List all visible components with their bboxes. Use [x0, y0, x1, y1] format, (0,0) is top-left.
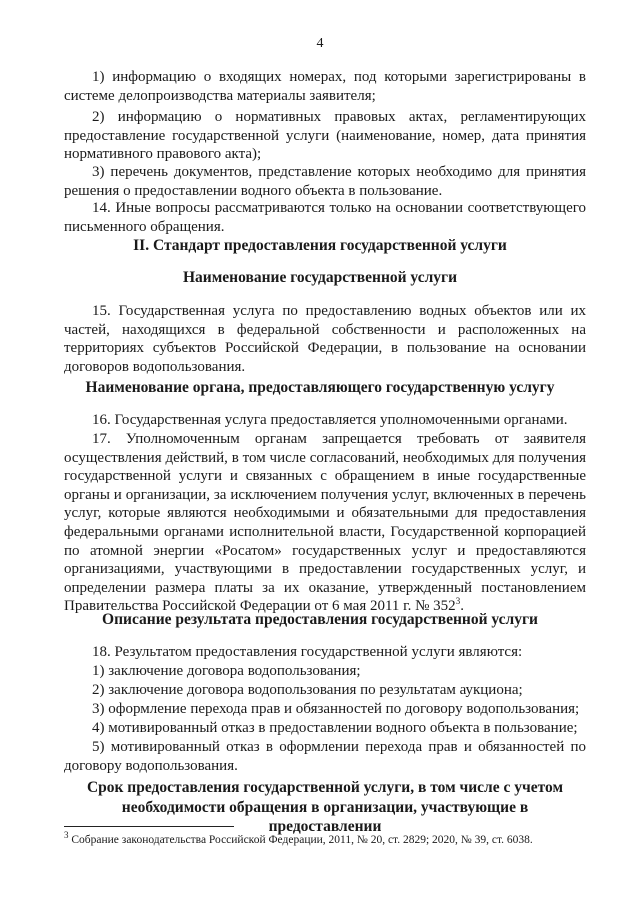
paragraph-18: 18. Результатом предоставления государственной услуги являются: [92, 644, 523, 660]
result-item-2: 2) заключение договора водопользования по результатам аукциона; [92, 682, 523, 698]
result-item-3: 3) оформление перехода прав и обязанностей по договору водопользования; [92, 701, 580, 717]
result-item-5: 5) мотивированный отказ в оформлении перехода прав и обязанностей по договору водопользования. [64, 739, 586, 774]
subheading-organ-name: Наименование органа, предоставляющего государственную услугу [85, 379, 555, 396]
footnote-text: Собрание законодательства Российской Федерации, 2011, № 20, ст. 2829; 2020, № 39, ст. 6038. [68, 834, 533, 846]
paragraph-item-2: 2) информацию о нормативных правовых актах, регламентирующих предоставление государственной услуги (наименование, номер, дата принятия нормативного правового акта); [64, 109, 586, 163]
page-number: 4 [316, 36, 324, 51]
paragraph-item-3: 3) перечень документов, представление которых необходимо для принятия решения о предоставлении водного объекта в пользование. [64, 164, 586, 199]
paragraph-14: 14. Иные вопросы рассматриваются только на основании соответствующего письменного обращения. [64, 200, 586, 235]
subheading-term: Срок предоставления государственной услуги, в том числе с учетом необходимости обращения в организации, участвующие в предоставлении [86, 779, 564, 835]
subheading-service-name: Наименование государственной услуги [183, 269, 457, 286]
section-heading-standard: II. Стандарт предоставления государственной услуги [133, 237, 507, 254]
paragraph-17-end: . [460, 598, 464, 615]
paragraph-16: 16. Государственная услуга предоставляется уполномоченными органами. [92, 412, 568, 428]
footnote-ref: 3 [455, 596, 461, 607]
result-item-1: 1) заключение договора водопользования; [92, 663, 361, 679]
paragraph-17-text: 17. Уполномоченным органам запрещается требовать от заявителя осуществления действий, в том числе согласований, необходимых для получения государственной услуги и связанных с обращением в иные государственные органы и организации, за исключением получения услуг, включенных в перечень услуг, которые являются необходимыми и обязательными для предоставления федеральными органами исполнительной власти, Государственной корпорацией по атомной энергии «Росатом» государственных услуг и предоставляются организациями, участвующими в предоставлении государственных услуг, и определении размера платы за их оказание, утвержденный постановлением Правительства Российской Федерации от 6 мая 2011 г. № 352 [64, 431, 586, 615]
paragraph-item-1: 1) информацию о входящих номерах, под которыми зарегистрированы в системе делопроизводства материалы заявителя; [64, 69, 586, 104]
paragraph-17 [64, 430, 586, 616]
subheading-result: Описание результата предоставления государственной услуги [102, 611, 538, 628]
result-item-4: 4) мотивированный отказ в предоставлении водного объекта в пользование; [92, 720, 578, 736]
paragraph-15: 15. Государственная услуга по предоставлению водных объектов или их частей, находящихся в федеральной собственности и расположенных на территориях субъектов Российской Федерации, в пользование на основании договоров водопользования. [64, 303, 586, 375]
footnote [64, 830, 594, 847]
footnote-mark: 3 [64, 830, 69, 841]
footnote-divider [64, 826, 234, 827]
